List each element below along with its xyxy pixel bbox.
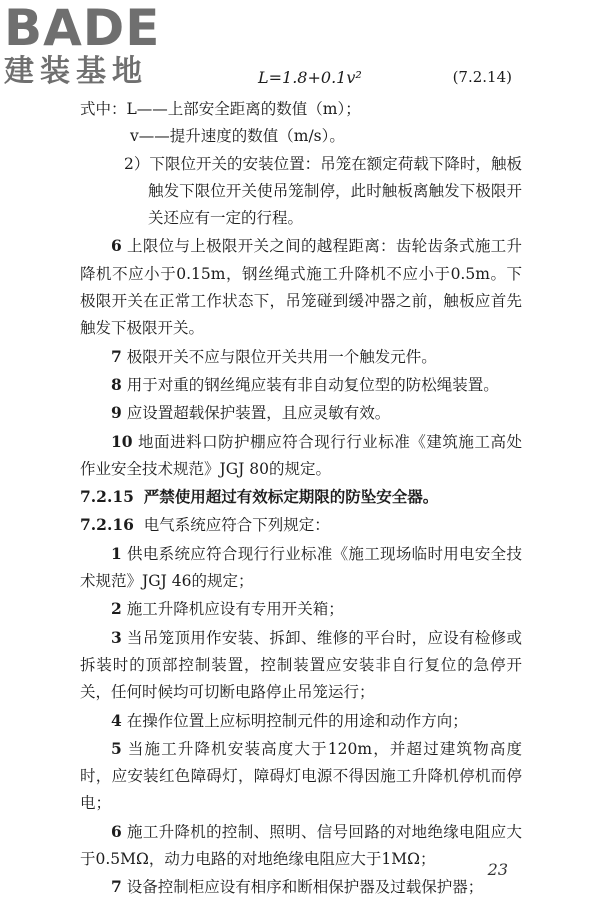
- item-b-1: 1 供电系统应符合现行行业标准《施工现场临时用电安全技术规范》JGJ 46的规定；: [80, 543, 522, 591]
- watermark-cn: 建装基地: [4, 54, 148, 89]
- item-b-7: 7 设备控制柜应设有相序和断相保护器及过载保护器；: [111, 877, 484, 897]
- item-9: 9 应设置超载保护装置，且应灵敏有效。: [111, 403, 391, 423]
- page-number: 23: [487, 860, 508, 879]
- item-7: 7 极限开关不应与限位开关共用一个触发元件。: [111, 346, 437, 366]
- document-body: [80, 96, 522, 900]
- sub-item-label: 2）: [124, 154, 150, 173]
- watermark-logo: [4, 2, 180, 102]
- where-line-1: 式中：L——上部安全距离的数值（m）；: [80, 100, 361, 118]
- formula-number: (7.2.14): [452, 68, 512, 86]
- where-line-2: v——提升速度的数值（m/s）。: [130, 127, 345, 146]
- item-b-2: 2 施工升降机应设有专用开关箱；: [111, 599, 344, 619]
- item-10: 10 地面进料口防护棚应符合现行行业标准《建筑施工高处作业安全技术规范》JGJ 80的规定。: [80, 431, 522, 478]
- watermark-brand: BADE: [4, 0, 161, 57]
- clause-7-2-16: 7.2.16 电气系统应符合下列规定：: [80, 515, 330, 535]
- item-b-6: 6 施工升降机的控制、照明、信号回路的对地绝缘电阻应大于0.5MΩ，动力电路的对地绝缘电阻应大于1MΩ；: [80, 821, 522, 869]
- sub-item-2: [80, 151, 522, 233]
- item-8: 8 用于对重的钢丝绳应装有非自动复位型的防松绳装置。: [111, 374, 499, 394]
- sub-item-text: 下限位开关的安装位置：吊笼在额定荷载下降时，触板触发下限位开关使吊笼制停，此时触板离触发下极限开关还应有一定的行程。: [148, 154, 522, 228]
- item-6: 6 上限位与上极限开关之间的越程距离：齿轮齿条式施工升降机不应小于0.15m，钢丝绳式施工升降机不应小于0.5m。下极限开关在正常工作状态下，吊笼碰到缓冲器之前，触板应首先触发下极限开关。: [80, 236, 522, 338]
- item-b-5: 5 当施工升降机安装高度大于120m，并超过建筑物高度时，应安装红色障碍灯，障碍灯电源不得因施工升降机停机而停电；: [80, 738, 522, 813]
- clause-7-2-15: 7.2.15 严禁使用超过有效标定期限的防坠安全器。: [80, 487, 439, 507]
- formula-expression: L=1.8+0.1v²: [258, 68, 362, 87]
- item-b-3: 3 当吊笼顶用作安装、拆卸、维修的平台时，应设有检修或拆装时的顶部控制装置，控制装置应安装非自行复位的急停开关，任何时候均可切断电路停止吊笼运行；: [80, 627, 522, 702]
- item-b-4: 4 在操作位置上应标明控制元件的用途和动作方向；: [111, 710, 468, 730]
